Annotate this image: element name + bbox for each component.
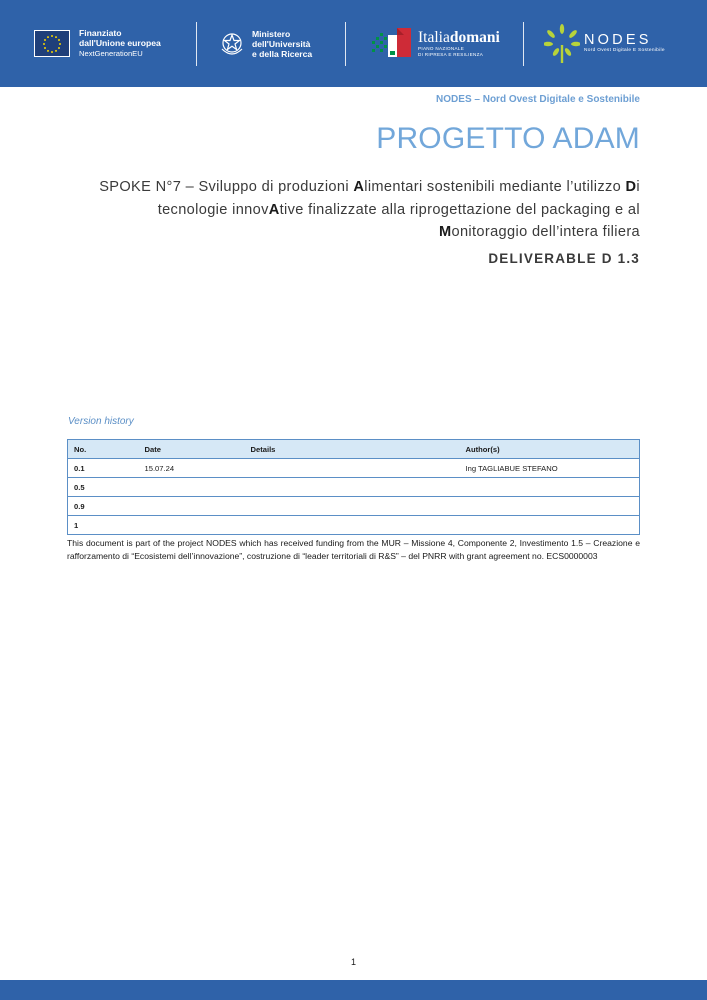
header-divider [345,22,346,66]
nodes-mark-icon [544,23,580,65]
eu-logo-line3: NextGenerationEU [79,48,143,58]
column-header-details: Details [245,440,460,459]
header-divider [196,22,197,66]
table-row [68,497,640,516]
cell-date: 15.07.24 [139,459,245,478]
cell-no: 0.5 [68,478,139,497]
header-band [0,0,707,87]
spoke-acronym-letter: D [625,179,637,195]
page-title: PROGETTO ADAM [376,122,640,155]
table-row [68,459,640,478]
page-number: 1 [350,957,356,967]
mur-logo [219,0,312,87]
eu-logo-line2: dall'Unione europea [79,38,161,49]
cell-author: Ing TAGLIABUE STEFANO [460,459,640,478]
version-history-caption: Version history [68,416,134,427]
nodes-logo [544,0,665,87]
italia-domani-logo [370,0,500,87]
mur-logo-line3: e della Ricerca [252,48,313,59]
table-row [68,478,640,497]
funding-note: This document is part of the project NODES which has received funding from the MUR – Missione 4, Componente 2, Investimento 1.5 – Creazione e rafforzamento di “Ecosistemi dell’innovazione”, costruzione di “leader territoriali di R&S” – del PNRR with grant agreement no. ECS0000003 [67,538,640,562]
eu-logo-line1: Finanziato [79,27,122,38]
spoke-acronym-letter: A [353,179,365,195]
spoke-text: tive finalizzate alla riprogettazione del packaging e al [279,201,640,218]
spoke-text: i tecnologie innov [157,179,640,218]
cell-date [139,478,245,497]
table-row [68,516,640,535]
column-header-date: Date [139,440,245,459]
footer-band [0,980,707,1000]
column-header-authors: Author(s) [460,440,640,459]
cell-date [139,516,245,535]
spoke-text: SPOKE N°7 – Sviluppo di produzioni [99,179,354,195]
version-history-table [67,439,640,535]
spoke-text: limentari sostenibili mediante l’utilizzo [364,179,626,195]
mur-logo-line2: dell'Università [252,38,311,49]
table-header-row [68,440,640,459]
cell-author [460,478,640,497]
italia-domani-flag-icon [370,25,414,63]
cell-details [245,497,460,516]
spoke-text: onitoraggio dell’intera filiera [451,224,640,240]
cell-date [139,497,245,516]
eu-logo [34,0,161,87]
cell-details [245,459,460,478]
eu-flag-icon [34,30,70,57]
column-header-no: No. [68,440,139,459]
spoke-description [80,176,640,244]
nodes-tagline: Nord Ovest Digitale E Sostenibile [584,48,665,53]
cell-details [245,516,460,535]
header-divider [523,22,524,66]
cell-author [460,516,640,535]
spoke-acronym-letter: M [438,224,452,240]
mur-logo-line1: Ministero [252,28,291,39]
cell-no: 1 [68,516,139,535]
italia-domani-sub1: PIANO NAZIONALE [418,46,465,52]
italia-wordmark-bold: domani [449,29,500,47]
document-subtitle: NODES – Nord Ovest Digitale e Sostenibile [436,94,640,105]
cell-no: 0.1 [68,459,139,478]
italia-domani-sub2: DI RIPRESA E RESILIENZA [418,51,484,57]
nodes-wordmark: NODES [584,32,652,48]
cell-no: 0.9 [68,497,139,516]
deliverable-label: DELIVERABLE D 1.3 [488,251,640,266]
italian-emblem-icon [219,29,245,59]
italia-wordmark-plain: Italia [418,29,450,47]
cell-author [460,497,640,516]
cell-details [245,478,460,497]
spoke-acronym-letter: A [268,201,280,218]
italia-domani-wordmark [418,30,500,46]
